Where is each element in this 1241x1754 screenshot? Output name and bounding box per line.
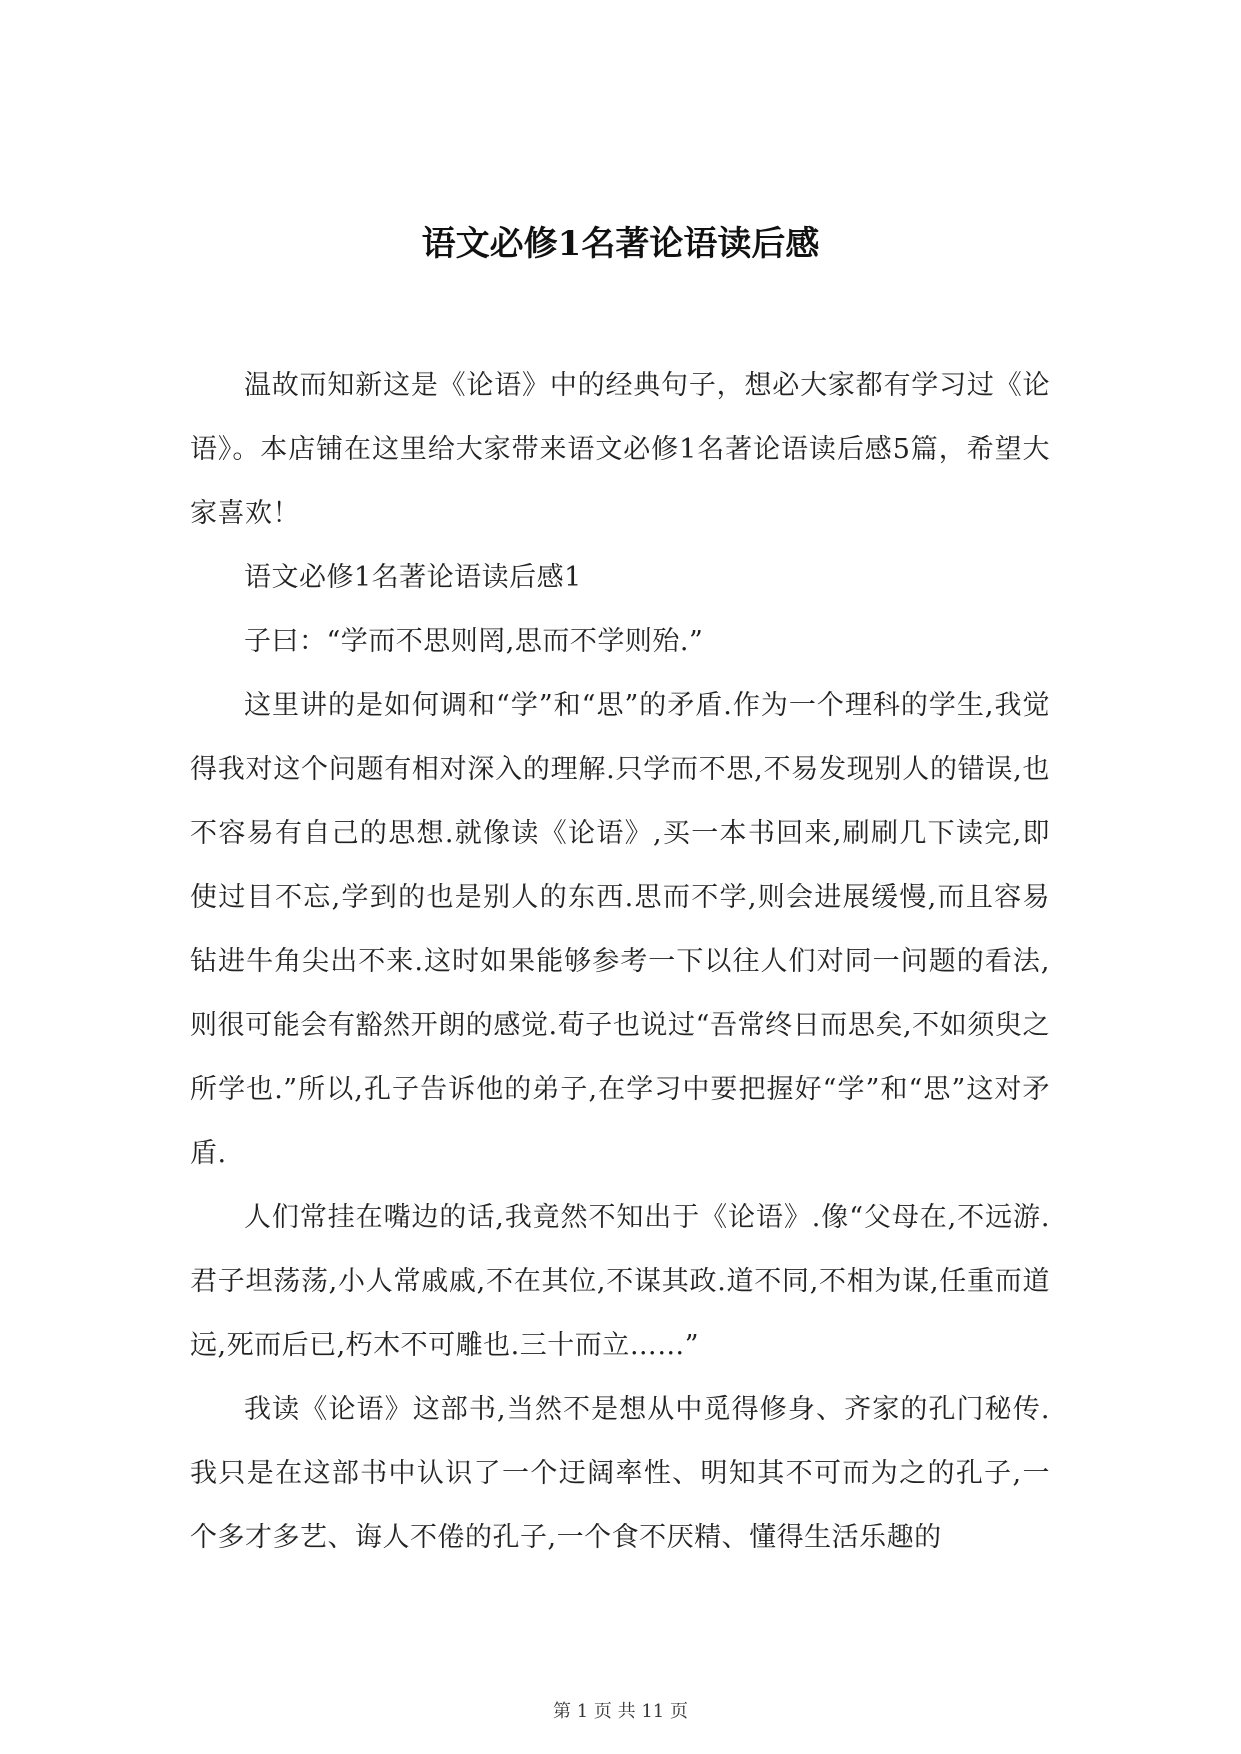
paragraph-body: 这里讲的是如何调和“学”和“思”的矛盾.作为一个理科的学生,我觉得我对这个问题有相对深入的理解.只学而不思,不易发现别人的错误,也不容易有自己的思想.就像读《论语》,买一本书回来,刷刷几下读完,即使过目不忘,学到的也是别人的东西.思而不学,则会进展缓慢,而且容易钻进牛角尖出不来.这时如果能够参考一下以往人们对同一问题的看法,则很可能会有豁然开朗的感觉.荀子也说过“吾常终日而思矣,不如须臾之所学也.”所以,孔子告诉他的弟子,在学习中要把握好“学”和“思”这对矛盾. (190, 690, 1050, 1169)
paragraph-intro: 温故而知新这是《论语》中的经典句子，想必大家都有学习过《论语》。本店铺在这里给大家带来语文必修1名著论语读后感5篇，希望大家喜欢！ (190, 370, 1050, 529)
paragraph-body: 我读《论语》这部书,当然不是想从中觅得修身、齐家的孔门秘传.我只是在这部书中认识了一个迂阔率性、明知其不可而为之的孔子,一个多才多艺、诲人不倦的孔子,一个食不厌精、懂得生活乐趣的 (190, 1394, 1050, 1553)
paragraph-quote: 子曰：“学而不思则罔,思而不学则殆.” (244, 626, 704, 657)
document-title: 语文必修1名著论语读后感 (421, 224, 820, 264)
paragraph-body: 人们常挂在嘴边的话,我竟然不知出于《论语》.像“父母在,不远游.君子坦荡荡,小人常戚戚,不在其位,不谋其政.道不同,不相为谋,任重而道远,死而后已,朽木不可雕也.三十而立……” (190, 1202, 1050, 1361)
section-heading: 语文必修1名著论语读后感1 (244, 562, 582, 593)
document-body (190, 354, 1050, 1570)
page-number: 第 1 页 共 11 页 (553, 1701, 688, 1722)
